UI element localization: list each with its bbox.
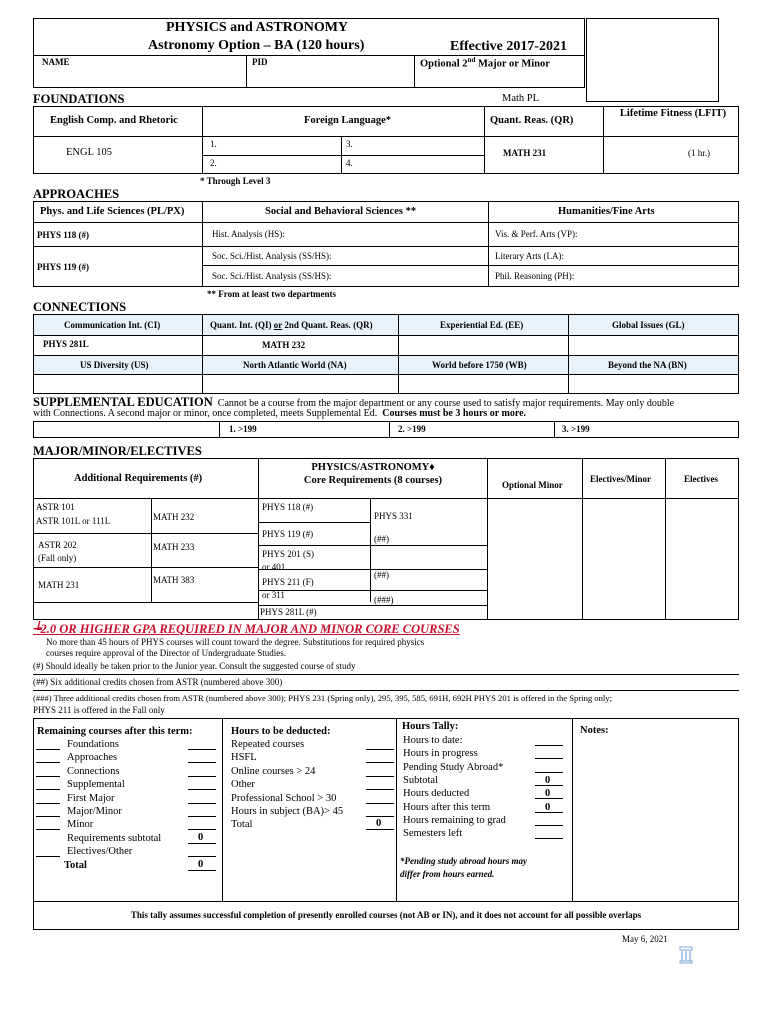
- note-phys-limit-2: courses require approval of the Director of Undergraduate Studies.: [46, 648, 286, 658]
- supp-slot-1[interactable]: 1. >199: [229, 424, 257, 434]
- header-divider-v: [246, 55, 247, 88]
- deduct-value-blank[interactable]: [366, 776, 394, 777]
- pending-note-1: *Pending study abroad hours may: [400, 856, 528, 866]
- note-triple-hash: (###) Three additional credits chosen from ASTR (numbered above 300); PHYS 231 (Spring only), 295, 395, 585, 691H, 692H PHYS 201 is offered in the Spring only;: [33, 693, 612, 703]
- sshs-slot-2[interactable]: Soc. Sci./Hist. Analysis (SS/HS):: [212, 271, 332, 281]
- remaining-blank[interactable]: [36, 803, 60, 804]
- remaining-item: First Major: [67, 792, 115, 804]
- qr-course: MATH 231: [503, 148, 547, 158]
- hours-item: Hours in progress: [403, 748, 478, 760]
- electives-label: Electives: [684, 474, 718, 484]
- remaining-item: Connections: [67, 765, 120, 777]
- phys-281l-conn: PHYS 281L: [43, 339, 89, 349]
- math-232-conn: MATH 232: [262, 340, 306, 350]
- fl-slot-3[interactable]: 3.: [346, 139, 353, 149]
- fl-slot-4[interactable]: 4.: [346, 158, 353, 168]
- foreign-language-label: Foreign Language*: [304, 115, 392, 126]
- hours-item: Semesters left: [403, 828, 463, 840]
- tally-row: [33, 901, 739, 902]
- supp-slot-2[interactable]: 2. >199: [398, 424, 426, 434]
- remaining-value-blank[interactable]: [188, 856, 216, 857]
- f-row: [484, 136, 739, 137]
- hours-item: Hours remaining to grad: [403, 814, 506, 826]
- remaining-blank[interactable]: [36, 762, 60, 763]
- gpa-requirement: ┶2.0 OR HIGHER GPA REQUIRED IN MAJOR AND MINOR CORE COURSES: [33, 622, 460, 636]
- hours-value-subtotal: 0: [545, 774, 551, 786]
- hours-item: Hours to date:: [403, 735, 463, 746]
- phys-211-core: PHYS 211 (F): [262, 577, 314, 587]
- m-row: [258, 605, 487, 606]
- through-level-note: * Through Level 3: [200, 176, 271, 186]
- foundations-heading: FOUNDATIONS: [33, 92, 125, 106]
- m-row: [33, 567, 258, 568]
- deduct-item: HSFL: [231, 752, 257, 764]
- astr-elective-2: (##): [374, 570, 389, 580]
- a-row: [33, 246, 739, 247]
- math-233: MATH 233: [153, 542, 195, 552]
- english-comp-label: English Comp. and Rhetoric: [50, 115, 178, 126]
- phys-401-alt: or 401: [262, 562, 286, 572]
- deduct-value-blank[interactable]: [366, 789, 394, 790]
- phys-119-core: PHYS 119 (#): [262, 529, 314, 539]
- m-row: [258, 590, 487, 591]
- optional-major-label: Optional 2nd Major or Minor: [420, 56, 550, 70]
- c-row: [33, 335, 739, 336]
- two-departments-note: ** From at least two departments: [207, 289, 337, 299]
- m-col: [370, 498, 371, 602]
- page-subtitle: Astronomy Option – BA (120 hours): [148, 38, 365, 53]
- remaining-item: Electives/Other: [67, 846, 133, 858]
- m-row: [33, 602, 258, 603]
- a-row: [202, 265, 739, 266]
- math-383: MATH 383: [153, 575, 195, 585]
- lfit-label: Lifetime Fitness (LFIT): [619, 108, 727, 119]
- sshs-slot-1[interactable]: Soc. Sci./Hist. Analysis (SS/HS):: [212, 251, 332, 261]
- c-col: [568, 314, 569, 394]
- optional-minor-label: Optional Minor: [502, 480, 563, 490]
- pl-px-label: Phys. and Life Sciences (PL/PX): [40, 206, 185, 217]
- supplemental-text-1: Cannot be a course from the major department or any course used to satisfy major requirements. May only double: [217, 398, 675, 409]
- a-col: [202, 201, 203, 287]
- m-col: [582, 458, 583, 620]
- lfit-hours: (1 hr.): [688, 148, 710, 158]
- deduct-item: Repeated courses: [231, 739, 305, 750]
- qi-label: Quant. Int. (QI) or 2nd Quant. Reas. (QR): [210, 320, 373, 330]
- remaining-blank[interactable]: [36, 789, 60, 790]
- remaining-value-blank[interactable]: [188, 749, 216, 750]
- wb-label: World before 1750 (WB): [432, 360, 527, 370]
- hs-slot[interactable]: Hist. Analysis (HS):: [212, 229, 285, 239]
- core-req-label-2: Core Requirements (8 courses): [303, 475, 443, 486]
- remaining-blank[interactable]: [36, 749, 60, 750]
- astr-202: ASTR 202: [38, 540, 77, 550]
- tally-col: [222, 718, 223, 901]
- f-col: [484, 106, 485, 174]
- remaining-blank[interactable]: [36, 816, 60, 817]
- f-col: [202, 106, 203, 174]
- gl-label: Global Issues (GL): [612, 320, 685, 330]
- na-label: North Atlantic World (NA): [243, 360, 347, 370]
- req-subtotal-value: 0: [198, 831, 204, 843]
- deduct-item: Hours in subject (BA)> 45: [231, 806, 344, 817]
- header-divider-v2: [414, 55, 415, 88]
- phys-201-core: PHYS 201 (S): [262, 549, 315, 559]
- hours-value-blank[interactable]: [535, 758, 563, 759]
- math-pl-label: Math PL: [502, 93, 540, 104]
- note-divider: [33, 690, 739, 691]
- hours-tally-heading: Hours Tally:: [402, 721, 459, 732]
- total-value: 0: [198, 858, 204, 870]
- a-row: [33, 222, 739, 223]
- bn-label: Beyond the NA (BN): [608, 360, 687, 370]
- m-col: [665, 458, 666, 620]
- phys-331-core: PHYS 331: [374, 511, 413, 521]
- la-slot[interactable]: Literary Arts (LA):: [495, 251, 564, 261]
- deduct-item: Professional School > 30: [231, 792, 337, 804]
- deduct-heading: Hours to be deducted:: [231, 726, 331, 737]
- university-logo-icon: [679, 946, 693, 964]
- f-row: [202, 136, 484, 137]
- hours-item: Hours after this term: [403, 801, 491, 813]
- note-phys-211: PHYS 211 is offered in the Fall only: [33, 705, 165, 715]
- supplemental-table: [33, 421, 739, 438]
- footer-date: May 6, 2021: [622, 934, 668, 944]
- fl-slot-1[interactable]: 1.: [210, 139, 217, 149]
- deduct-total-value: 0: [376, 818, 382, 830]
- hours-value-blank[interactable]: [535, 772, 563, 773]
- pending-note-2: differ from hours earned.: [400, 869, 495, 879]
- deduct-item: Online courses > 24: [231, 765, 316, 777]
- remaining-item: Requirements subtotal: [67, 832, 162, 844]
- remaining-value-blank[interactable]: [188, 776, 216, 777]
- m-row: [258, 545, 487, 546]
- supplemental-heading: SUPPLEMENTAL EDUCATION: [33, 395, 213, 409]
- m-row: [258, 522, 370, 523]
- hours-value-blank[interactable]: [535, 825, 563, 826]
- fall-only: (Fall only): [38, 553, 77, 563]
- c-col: [398, 314, 399, 394]
- supplemental-min-hours: Courses must be 3 hours or more.: [382, 408, 527, 419]
- remaining-item: Major/Minor: [67, 806, 122, 817]
- page-title: PHYSICS and ASTRONOMY: [166, 20, 349, 35]
- f-row: [202, 155, 484, 156]
- disclaimer: This tally assumes successful completion of presently enrolled courses (not AB or IN), and it does not account for all possible overlaps: [130, 910, 642, 920]
- m-row: [258, 569, 487, 570]
- major-heading: MAJOR/MINOR/ELECTIVES: [33, 444, 202, 458]
- note-divider: [33, 674, 739, 675]
- pid-label: PID: [252, 57, 268, 67]
- remaining-blank[interactable]: [36, 829, 60, 830]
- astr-101: ASTR 101: [36, 502, 75, 512]
- note-phys-limit-1: No more than 45 hours of PHYS courses will count toward the degree. Substitutions for required physics: [46, 637, 425, 647]
- name-label: NAME: [42, 57, 70, 67]
- supplemental-line-2: [33, 408, 526, 420]
- s-col: [219, 421, 220, 438]
- addl-req-label: Additional Requirements (#): [74, 473, 203, 484]
- m-col: [151, 498, 152, 602]
- m-col: [487, 458, 488, 620]
- fl-slot-2[interactable]: 2.: [210, 158, 217, 168]
- photo-box: [586, 18, 719, 102]
- a-col: [488, 201, 489, 287]
- remaining-value-blank[interactable]: [188, 789, 216, 790]
- remaining-item: Foundations: [67, 739, 119, 750]
- connections-heading: CONNECTIONS: [33, 300, 127, 314]
- phys-118-core: PHYS 118 (#): [262, 502, 314, 512]
- remaining-blank[interactable]: [36, 776, 60, 777]
- tally-col: [396, 718, 397, 901]
- c-col: [202, 314, 203, 394]
- f-row: [33, 136, 202, 137]
- sbs-label: Social and Behavioral Sciences **: [265, 206, 417, 217]
- engl-105: ENGL 105: [66, 147, 112, 158]
- phys-311-alt: or 311: [262, 590, 285, 600]
- hours-value-blank[interactable]: [535, 838, 563, 839]
- c-row: [33, 355, 739, 356]
- m-row: [33, 533, 258, 534]
- f-col: [603, 106, 604, 174]
- deduct-item: Other: [231, 779, 255, 791]
- ci-label: Communication Int. (CI): [64, 320, 161, 330]
- phys-118-approach: PHYS 118 (#): [37, 230, 90, 240]
- humanities-label: Humanities/Fine Arts: [558, 206, 655, 217]
- note-hash: (#) Should ideally be taken prior to the Junior year. Consult the suggested course of study: [33, 661, 356, 671]
- remaining-heading: Remaining courses after this term:: [37, 726, 193, 737]
- deduct-item: Total: [231, 819, 253, 831]
- approaches-heading: APPROACHES: [33, 187, 120, 201]
- deduct-value-blank[interactable]: [366, 762, 394, 763]
- hours-value-deducted: 0: [545, 788, 551, 800]
- remaining-value-blank[interactable]: [188, 762, 216, 763]
- remaining-item: Total: [64, 859, 87, 871]
- deduct-value-blank[interactable]: [366, 749, 394, 750]
- remaining-value-blank[interactable]: [188, 816, 216, 817]
- math-232: MATH 232: [153, 512, 195, 522]
- remaining-blank[interactable]: [36, 856, 60, 857]
- phys-119-approach: PHYS 119 (#): [37, 262, 90, 272]
- ph-slot[interactable]: Phil. Reasoning (PH):: [495, 271, 575, 281]
- hours-item: Pending Study Abroad*: [403, 761, 504, 773]
- supplemental-text-2: with Connections. A second major or minor, once completed, meets Supplemental Ed.: [33, 408, 378, 419]
- deduct-value-blank[interactable]: [366, 816, 394, 817]
- astr-101l: ASTR 101L or 111L: [36, 516, 111, 526]
- m-row: [33, 498, 739, 499]
- vp-slot[interactable]: Vis. & Perf. Arts (VP):: [495, 229, 578, 239]
- math-231: MATH 231: [38, 580, 80, 590]
- astr-elective-3: (###): [374, 595, 394, 605]
- m-col: [258, 458, 259, 620]
- qr-label: Quant. Reas. (QR): [490, 115, 574, 126]
- electives-minor-label: Electives/Minor: [590, 474, 651, 484]
- us-label: US Diversity (US): [80, 360, 149, 370]
- phys-281l-core: PHYS 281L (#): [260, 607, 317, 617]
- deduct-value-blank[interactable]: [366, 803, 394, 804]
- remaining-value-blank[interactable]: [188, 829, 216, 830]
- remaining-item: Approaches: [67, 752, 118, 764]
- hours-value-after: 0: [545, 801, 551, 813]
- tally-col: [572, 718, 573, 901]
- s-col: [554, 421, 555, 438]
- astr-elective-1: (##): [374, 534, 389, 544]
- c-row: [33, 374, 739, 375]
- hours-value-blank[interactable]: [535, 745, 563, 746]
- core-req-label-1: PHYSICS/ASTRONOMY♦: [311, 462, 435, 473]
- remaining-item: Minor: [67, 819, 94, 831]
- hours-item: Subtotal: [403, 774, 439, 786]
- notes-label: Notes:: [580, 725, 609, 736]
- hours-item: Hours deducted: [403, 788, 470, 800]
- note-double-hash: (##) Six additional credits chosen from ASTR (numbered above 300): [33, 677, 283, 687]
- remaining-item: Supplemental: [67, 779, 125, 791]
- ee-label: Experiential Ed. (EE): [440, 320, 524, 330]
- remaining-value-blank[interactable]: [188, 803, 216, 804]
- effective-dates: Effective 2017-2021: [450, 39, 568, 54]
- supp-slot-3[interactable]: 3. >199: [562, 424, 590, 434]
- s-col: [389, 421, 390, 438]
